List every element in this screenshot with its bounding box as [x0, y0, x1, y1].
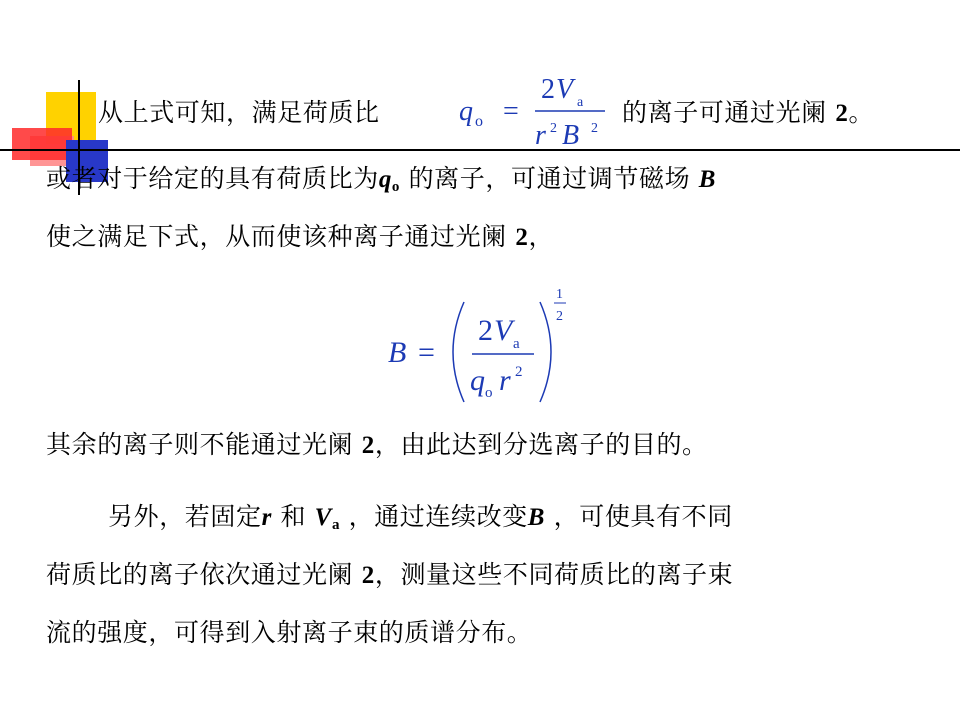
text-segment: 和	[280, 502, 307, 531]
numerator-V: V	[556, 74, 574, 105]
equals-sign: =	[503, 96, 519, 127]
denominator-r-sup: 2	[515, 364, 523, 380]
paragraph-5	[108, 502, 733, 540]
symbol-B: B	[527, 504, 546, 531]
denominator-r: r	[499, 364, 511, 397]
denominator-q: q	[470, 364, 485, 397]
denominator-r-sup: 2	[550, 121, 557, 136]
symbol-q: q	[378, 166, 392, 193]
subscript-o: o	[391, 179, 401, 195]
formula-charge-mass-ratio	[455, 66, 615, 150]
text-segment: 的离子可通过光阑	[622, 98, 827, 127]
symbol-B: B	[388, 336, 407, 369]
symbol-r: r	[261, 504, 272, 531]
numerator-V: V	[494, 314, 513, 347]
text-segment: ，由此达到分选离子的目的。	[374, 430, 708, 459]
text-segment: 其余的离子则不能通过光阑	[46, 430, 354, 459]
subscript-o: o	[475, 113, 483, 130]
aperture-number: 2	[361, 562, 375, 589]
denominator-B-sup: 2	[591, 121, 598, 136]
paragraph-2	[46, 164, 716, 202]
text-segment: 从上式可知，满足荷质比	[98, 98, 380, 127]
text-segment: ，通过连续改变	[348, 502, 528, 531]
left-paren	[453, 302, 464, 402]
symbol-q: q	[459, 96, 473, 127]
text-segment: ，测量这些不同荷质比的离子束	[374, 560, 734, 589]
denominator-r: r	[535, 120, 546, 150]
text-segment: 或者对于给定的具有荷质比为	[46, 164, 379, 193]
denominator-sub-o: o	[485, 385, 493, 401]
decor-red-square	[12, 128, 72, 160]
symbol-V: V	[314, 504, 332, 531]
aperture-number: 2	[835, 100, 849, 127]
symbol-B: B	[698, 166, 717, 193]
paragraph-6	[46, 560, 733, 591]
text-segment: ，	[528, 222, 555, 251]
paragraph-1-start	[98, 98, 380, 128]
subscript-a: a	[331, 517, 341, 533]
paragraph-4	[46, 430, 708, 461]
exponent-numerator: 1	[556, 287, 563, 302]
paragraph-1-end	[622, 98, 874, 129]
numerator-sub-a: a	[513, 336, 520, 352]
numerator-coef: 2	[541, 74, 555, 105]
right-paren	[540, 302, 551, 402]
equals-sign: =	[418, 336, 435, 369]
text-segment: 荷质比的离子依次通过光阑	[46, 560, 354, 589]
text-segment: 流的强度，可得到入射离子束的质谱分布。	[46, 618, 533, 647]
aperture-number: 2	[515, 224, 529, 251]
text-segment: 。	[848, 98, 875, 127]
paragraph-3	[46, 222, 554, 253]
paragraph-7	[46, 618, 532, 648]
numerator-coef: 2	[478, 314, 493, 347]
numerator-sub-a: a	[577, 95, 584, 110]
aperture-number: 2	[361, 432, 375, 459]
denominator-B: B	[562, 120, 580, 150]
text-segment: 另外，若固定	[108, 502, 262, 531]
exponent-denominator: 2	[556, 309, 563, 324]
formula-magnetic-field	[382, 280, 582, 408]
text-segment: 的离子，可通过调节磁场	[408, 164, 691, 193]
text-segment: 使之满足下式，从而使该种离子通过光阑	[46, 222, 507, 251]
text-segment: ，可使具有不同	[553, 502, 733, 531]
